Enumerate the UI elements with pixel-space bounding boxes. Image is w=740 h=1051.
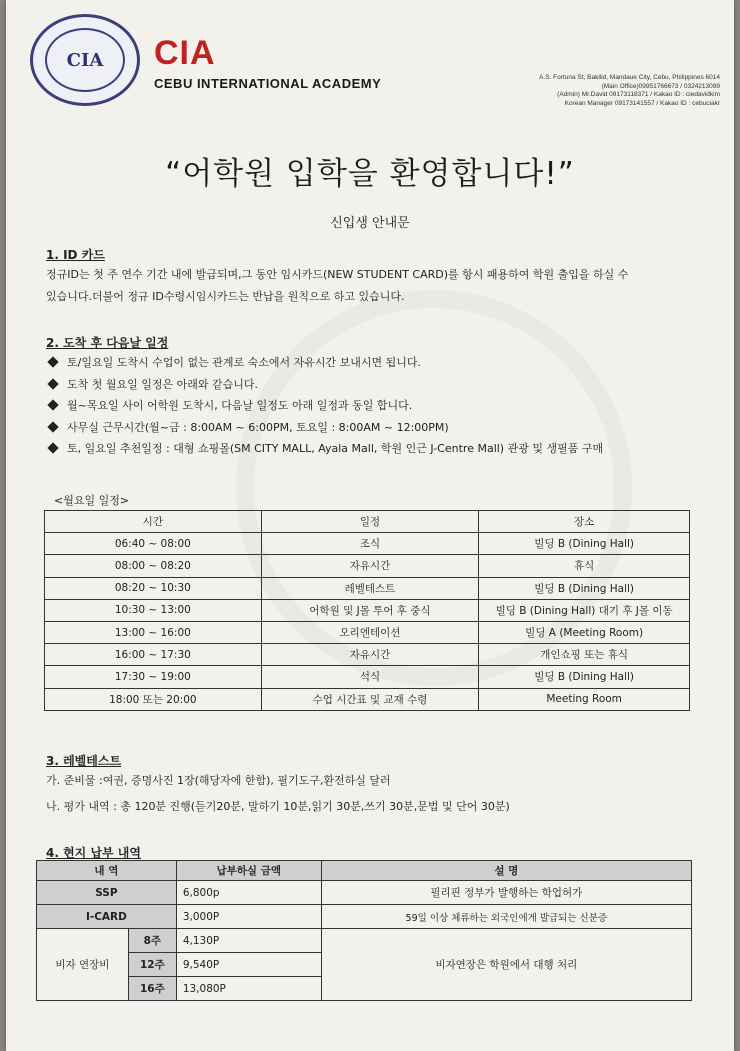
- diamond-bullet-icon: [47, 421, 58, 432]
- brand-name: CIA: [154, 34, 216, 72]
- header-cell: 내 역: [37, 861, 177, 881]
- level-test-text: [46, 768, 686, 820]
- diamond-bullet-icon: [47, 442, 58, 453]
- contact-line: (Admin) Mr.David 09173118371 / Kakao ID : ciedavidkim: [557, 91, 720, 98]
- table-row: I-CARD 3,000P 59일 이상 체류하는 외국인에게 발급되는 신분증: [37, 905, 692, 929]
- table-header-row: [45, 511, 690, 533]
- diamond-bullet-icon: [47, 356, 58, 367]
- bullet-item: 토, 일요일 추천일정 : 대형 쇼핑몰(SM CITY MALL, Ayala Mall, 학원 인근 J-Centre Mall) 관광 및 생필품 구매: [46, 440, 603, 462]
- table-header-row: [37, 861, 692, 881]
- schedule-bullets: [46, 354, 603, 462]
- contact-line: Korean Manager 09173141557 / Kakao ID : cebuciakr: [564, 99, 720, 107]
- page-subtitle: 신입생 안내문: [330, 216, 410, 231]
- section-heading-schedule: 2. 도착 후 다음날 일정: [46, 336, 169, 350]
- section-heading-level-test: 3. 레벨테스트: [46, 754, 122, 768]
- local-payment-table: [36, 860, 692, 1001]
- table-row: SSP 6,800p 필리핀 정부가 발행하는 학업허가: [37, 881, 692, 905]
- table-row: 10:30 ~ 13:00 어학원 및 J몰 투어 후 중식 빌딩 B (Dining Hall) 대기 후 J몰 이동: [45, 599, 690, 621]
- table-row: 16:00 ~ 17:30 자유시간 개인쇼핑 또는 휴식: [45, 644, 690, 666]
- table-row: 16주 13,080P: [37, 977, 692, 1001]
- header-cell: 시간: [45, 511, 262, 533]
- monday-schedule-table: [44, 510, 690, 711]
- page-title: “어학원 입학을 환영합니다!”: [165, 156, 575, 192]
- seal-text: CIA: [45, 28, 125, 92]
- table-row: 06:40 ~ 08:00 조식 빌딩 B (Dining Hall): [45, 533, 690, 555]
- diamond-bullet-icon: [47, 399, 58, 410]
- diamond-bullet-icon: [47, 378, 58, 389]
- bullet-item: 토/일요일 도착시 수업이 없는 관계로 숙소에서 자유시간 보내시면 됩니다.: [46, 354, 603, 376]
- table-row: 17:30 ~ 19:00 석식 빌딩 B (Dining Hall): [45, 666, 690, 688]
- id-card-text: [46, 264, 686, 308]
- paragraph-line: 가. 준비물 :여권, 증명사진 1장(해당자에 한함), 필기도구,환전하실 달러: [46, 774, 391, 787]
- letterhead: [30, 14, 720, 114]
- paragraph-line: 있습니다.더불어 정규 ID수령시임시카드는 반납을 원칙으로 하고 있습니다.: [46, 290, 405, 303]
- section-heading-id-card: 1. ID 카드: [46, 248, 105, 262]
- table-row: 08:00 ~ 08:20 자유시간 휴식: [45, 555, 690, 577]
- paragraph-line: 정규ID는 첫 주 연수 기간 내에 발급되며,그 동안 임시카드(NEW STUDENT CARD)를 항시 패용하여 학원 출입을 하실 수: [46, 268, 629, 281]
- brand-subtitle: CEBU INTERNATIONAL ACADEMY: [154, 76, 382, 91]
- bullet-item: 도착 첫 월요일 일정은 아래와 같습니다.: [46, 376, 603, 398]
- monday-schedule-label: <월요일 일정>: [54, 494, 130, 507]
- contact-line: (Main Office)09951766673 / 0324213099: [601, 82, 720, 90]
- document-page: [6, 0, 734, 1051]
- table-row: 13:00 ~ 16:00 오리엔테이션 빌딩 A (Meeting Room): [45, 621, 690, 643]
- header-cell: 장소: [479, 511, 690, 533]
- header-cell: 일정: [261, 511, 479, 533]
- paragraph-line: 나. 평가 내역 : 총 120분 진행(듣기20분, 말하기 10분,읽기 30분,쓰기 30분,문법 및 단어 30분): [46, 800, 510, 813]
- header-cell: 납부하실 금액: [176, 861, 321, 881]
- contact-info: [539, 74, 720, 108]
- contact-line: A.S. Fortuna St, Bakilid, Mandaue City, Cebu, Philippines 6014: [539, 74, 720, 81]
- table-row: 08:20 ~ 10:30 레벨테스트 빌딩 B (Dining Hall): [45, 577, 690, 599]
- academy-seal-logo: [30, 14, 140, 106]
- header-cell: 설 명: [321, 861, 691, 881]
- bullet-item: 월~목요일 사이 어학원 도착시, 다음날 일정도 아래 일정과 동일 합니다.: [46, 397, 603, 419]
- table-row: 비자 연장비 8주 4,130P 비자연장은 학원에서 대행 처리: [37, 929, 692, 953]
- table-row: 18:00 또는 20:00 수업 시간표 및 교재 수령 Meeting Room: [45, 688, 690, 710]
- table-row: 12주 9,540P: [37, 953, 692, 977]
- section-heading-local-payment: 4. 현지 납부 내역: [46, 846, 141, 860]
- bullet-item: 사무실 근무시간(월~금 : 8:00AM ~ 6:00PM, 토요일 : 8:00AM ~ 12:00PM): [46, 419, 603, 441]
